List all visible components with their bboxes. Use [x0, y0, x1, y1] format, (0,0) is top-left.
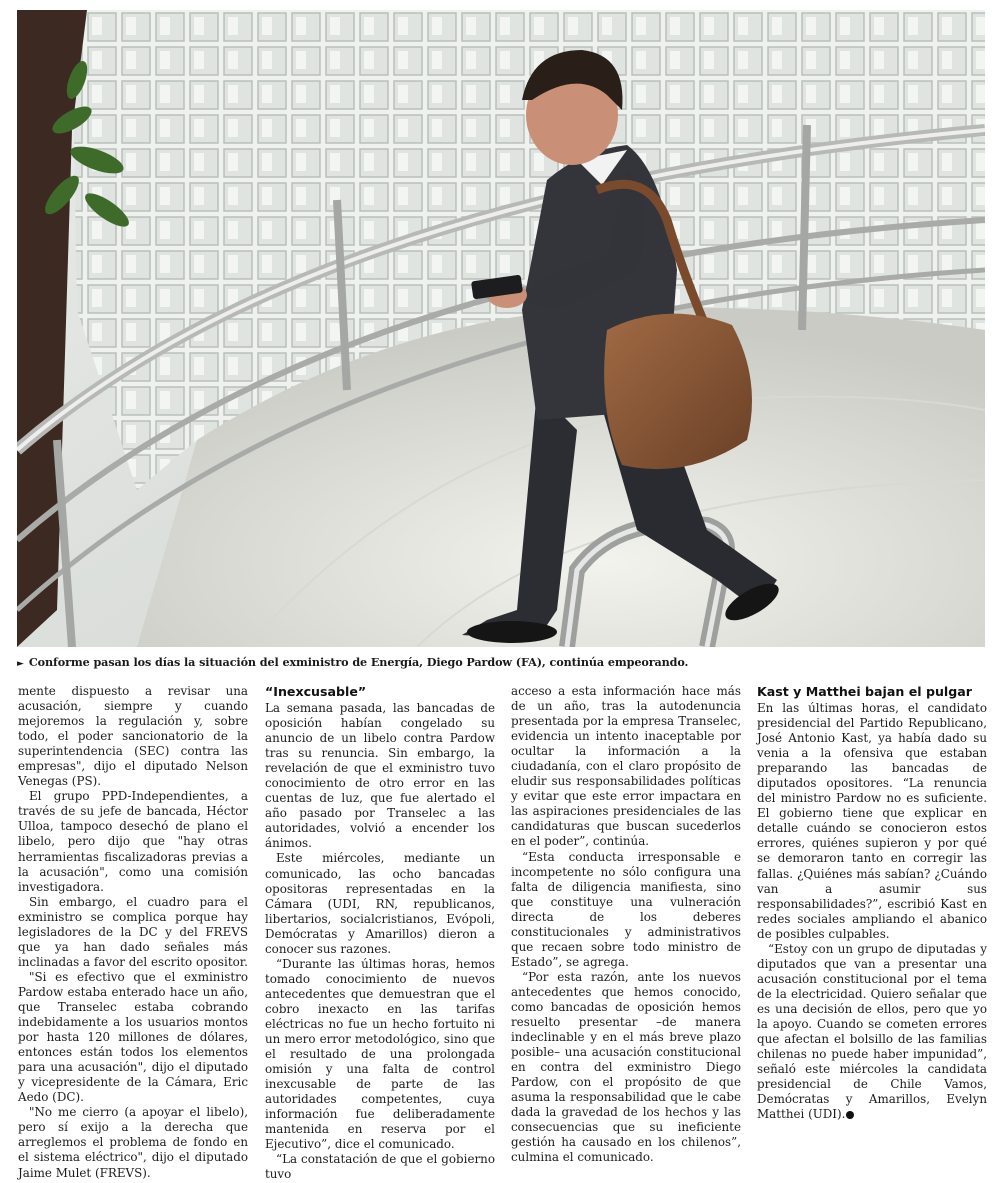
paragraph: "Si es efectivo que el exministro Pardow estaba enterado hace un año, que Transelec estaba cobrando indebidamente a los usuarios montos por hasta 120 millones de dólares, entonces están todos los elementos para una acusación", dijo el diputado y vicepresidente de la Cámara, Eric Aedo (DC).: [18, 969, 248, 1105]
paragraph: "No me cierro (a apoyar el libelo), pero sí exijo a la derecha que arreglemos el problema de fondo en el sistema eléctrico", dijo el diputado Jaime Mulet (FREVS).: [18, 1105, 248, 1180]
article-column-1: [18, 684, 248, 1181]
subheading-inexcusable: “Inexcusable”: [265, 684, 367, 699]
paragraph: Este miércoles, mediante un comunicado, las ocho bancadas opositoras representadas en la Cámara (UDI, RN, republicanos, libertarios, socialcristianos, Evópoli, Demócratas y Amarillos) dieron a conocer sus razones.: [265, 851, 495, 956]
paragraph: La semana pasada, las bancadas de oposición habían congelado su anuncio de un libelo contra Pardow tras su renuncia. Sin embargo, la revelación de que el exministro tuvo conocimiento de otro error en las cuentas de luz, que fue alertado el año pasado por Transelec a las autoridades, volvió a encender los ánimos.: [265, 701, 495, 851]
paragraph: “Por esta razón, ante los nuevos antecedentes que hemos conocido, como bancadas de oposición hemos resuelto presentar –de manera indeclinable y en el más breve plazo posible– una acusación constitucional en contra del exministro Diego Pardow, con el propósito de que asuma la responsabilidad que le cabe dada la gravedad de los hechos y las consecuencias que su ineficiente gestión ha causado en los chilenos”, culmina el comunicado.: [511, 969, 741, 1165]
photo-illustration: [17, 10, 985, 647]
photo-caption: [17, 655, 985, 671]
paragraph: acceso a esta información hace más de un año, tras la autodenuncia presentada por la empresa Transelec, evidencia un intento inaceptable por ocultar la información a la ciudadanía, con el claro propósito de eludir sus responsabilidades políticas y evitar que este error impactara en las aspiraciones presidenciales de las candidaturas que buscan sucederlos en el poder”, continúa.: [511, 684, 741, 849]
paragraph: “La constatación de que el gobierno tuvo: [265, 1152, 495, 1182]
article-column-4: [757, 684, 987, 1122]
paragraph-text: “Estoy con un grupo de diputadas y diputados que van a presentar una acusación constitucional por el tema de la electricidad. Quiero señalar que es una decisión de ellos, pero que yo la apoyo. Cuando se cometen errores que afectan el bolsillo de las familias chilenas no puede haber impunidad”, señaló este miércoles la candidata presidencial de Chile Vamos, Demócratas y Amarillos, Evelyn Matthei (UDI).: [757, 941, 987, 1122]
caption-text: Conforme pasan los días la situación del exministro de Energía, Diego Pardow (FA), continúa empeorando.: [28, 655, 689, 669]
caption-marker-icon: ►: [17, 659, 24, 669]
paragraph: Sin embargo, el cuadro para el exministro se complica porque hay legisladores de la DC y del FREVS que ya han dado señales más inclinadas a favor del escrito opositor.: [18, 894, 248, 969]
subheading-kast-matthei: Kast y Matthei bajan el pulgar: [757, 684, 972, 699]
paragraph: El grupo PPD-Independientes, a través de su jefe de bancada, Héctor Ulloa, tampoco desechó de plano el libelo, pero dijo que "hay otras herramientas fiscalizadoras previas a la acusación", como una comisión investigadora.: [18, 789, 248, 894]
paragraph-final: [757, 942, 987, 1123]
paragraph: “Esta conducta irresponsable e incompetente no sólo configura una falta de diligencia manifiesta, sino que constituye una vulneración directa de los deberes constitucionales y administrativos que recaen sobre todo ministro de Estado”, se agrega.: [511, 849, 741, 969]
paragraph: mente dispuesto a revisar una acusación, siempre y cuando mejoremos la regulación y, sobre todo, el poder sancionatorio de la superintendencia (SEC) contra las empresas", dijo el diputado Nelson Venegas (PS).: [18, 684, 248, 789]
article-column-3: [511, 684, 741, 1166]
article-column-2: [265, 684, 495, 1183]
end-of-article-icon: [846, 1111, 854, 1119]
article-photo: [17, 10, 985, 647]
paragraph: “Durante las últimas horas, hemos tomado conocimiento de nuevos antecedentes que demuestran que el cobro inexacto en las tarifas eléctricas no fue un hecho fortuito ni un mero error metodológico, sino que el resultado de una prolongada omisión y una falta de control inexcusable de parte de las autoridades competentes, cuya información fue deliberadamente mantenida en reserva por el Ejecutivo”, dice el comunicado.: [265, 956, 495, 1152]
paragraph: En las últimas horas, el candidato presidencial del Partido Republicano, José Antonio Kast, ya había dado su venia a la ofensiva que estaban preparando las bancadas de diputados opositores. “La renuncia del ministro Pardow no es suficiente. El gobierno tiene que explicar en detalle cuándo se conocieron estos errores, quiénes supieron y por qué se demoraron tanto en corregir las fallas. ¿Quiénes más sabían? ¿Cuándo van a asumir sus responsabilidades?”, escribió Kast en redes sociales ampliando el abanico de posibles culpables.: [757, 701, 987, 941]
